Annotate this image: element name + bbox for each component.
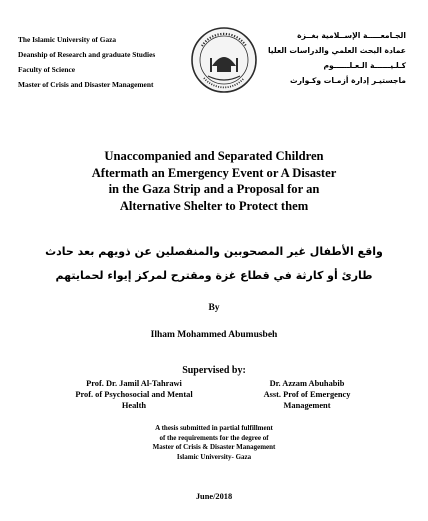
university-header-arabic — [268, 28, 406, 88]
note-line: of the requirements for the degree of — [159, 433, 269, 442]
note-line: Islamic University- Gaza — [176, 452, 252, 461]
author-name: Ilham Mohammed Abumusbeh — [150, 330, 278, 340]
supervisor-1 — [50, 378, 218, 411]
university-seal-logo — [190, 26, 258, 94]
title-line-arabic: واقع الأطفال غير المصحوبين والمنفصلين عن ذويهم بعد حادث — [45, 245, 383, 258]
seal-minaret-right-icon — [236, 58, 238, 72]
seal-base-icon — [217, 66, 231, 72]
university-header-english — [18, 32, 155, 92]
deanship-name: Deanship of Research and graduate Studies — [18, 50, 156, 59]
program-name: Master of Crisis and Disaster Management — [18, 80, 154, 89]
deanship-name-arabic: عمادة البحث العلمي والدراسات العليا — [267, 46, 406, 55]
supervisor-title: Asst. Prof of Emergency — [263, 390, 351, 399]
university-name: The Islamic University of Gaza — [18, 35, 117, 44]
faculty-name: Faculty of Science — [18, 65, 76, 74]
faculty-name-arabic: كـلـيــــــة الـعـلــــــوم — [323, 61, 406, 70]
submission-date: June/2018 — [195, 492, 233, 501]
thesis-title-english — [40, 148, 388, 214]
university-name-arabic: الجـامعـــــة الإســلامية بغــزة — [297, 31, 406, 40]
note-line: A thesis submitted in partial fulfillment — [155, 424, 273, 432]
supervisor-2 — [232, 378, 382, 411]
title-line: Alternative Shelter to Protect them — [119, 198, 309, 213]
program-name-arabic: ماجستيـر إدارة أزمـات وكـوارث — [289, 76, 406, 85]
title-line: Aftermath an Emergency Event or A Disaster — [91, 165, 337, 180]
supervisor-name: Dr. Azzam Abuhabib — [269, 379, 345, 388]
supervisor-title: Prof. of Psychosocial and Mental — [75, 390, 193, 399]
by-label: By — [208, 303, 220, 313]
thesis-submission-note — [0, 424, 428, 462]
seal-minaret-left-icon — [210, 58, 212, 72]
note-line: Master of Crisis & Disaster Management — [152, 443, 276, 451]
title-line: in the Gaza Strip and a Proposal for an — [108, 182, 320, 196]
supervisor-name: Prof. Dr. Jamil Al-Tahrawi — [86, 379, 182, 388]
title-line: Unaccompanied and Separated Children — [104, 149, 324, 163]
supervised-by-heading: Supervised by: — [182, 365, 246, 376]
supervisor-title: Health — [121, 401, 147, 410]
supervisor-title: Management — [283, 401, 331, 410]
title-line-arabic: طارئ أو كارثة في قطاع غزة ومقترح لمركز إيواء لحمايتهم — [55, 269, 373, 282]
thesis-title-arabic — [30, 240, 398, 288]
